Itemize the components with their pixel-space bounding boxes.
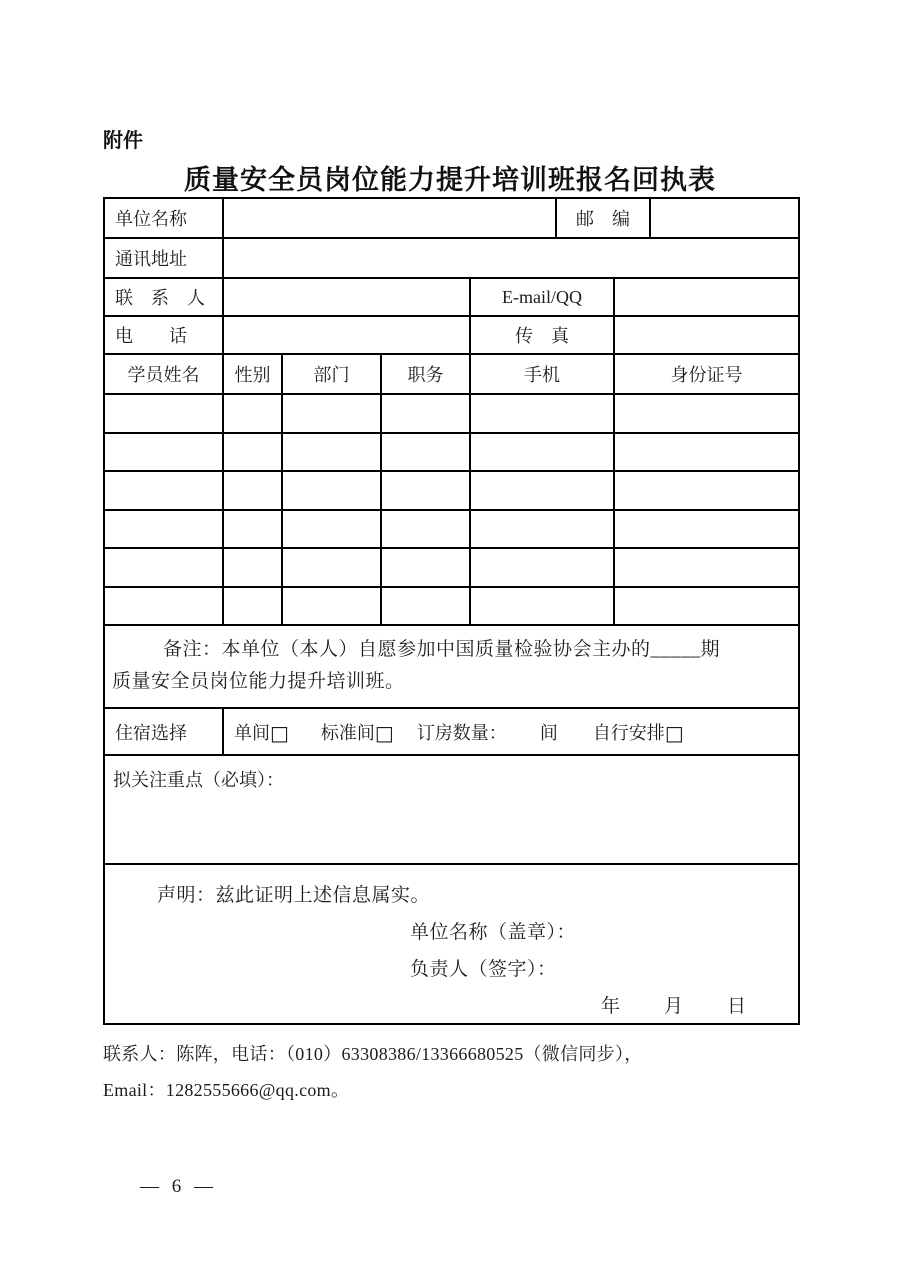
student-cell [224, 395, 283, 434]
student-row [105, 395, 800, 434]
student-cell [382, 472, 471, 511]
student-cell [224, 511, 283, 550]
student-cell [105, 588, 224, 627]
id-number-header: 身份证号 [615, 355, 800, 395]
registration-form-table [103, 197, 800, 1025]
unit-seal-label: 单位名称（盖章）： [410, 922, 577, 943]
unit-name-value-cell [224, 199, 557, 239]
self-arrange-option [593, 719, 684, 745]
student-cell [283, 434, 382, 473]
student-cell [105, 434, 224, 473]
standard-room-checkbox-icon: □ [374, 720, 394, 745]
student-cell [283, 588, 382, 627]
booking-qty-label: 订房数量： [416, 722, 507, 743]
student-cell [283, 511, 382, 550]
student-cell [224, 434, 283, 473]
student-cell [471, 549, 615, 588]
address-label: 通讯地址 [105, 239, 224, 279]
remark-row [105, 626, 800, 709]
student-cell [615, 511, 800, 550]
student-cell [471, 434, 615, 473]
attachment-label: 附件 [103, 130, 143, 152]
remark-line1: 备注：本单位（本人）自愿参加中国质量检验协会主办的_____期 [163, 639, 721, 660]
student-cell [283, 395, 382, 434]
accommodation-options [224, 709, 800, 756]
student-row [105, 472, 800, 511]
remark-line2: 质量安全员岗位能力提升培训班。 [112, 671, 405, 692]
declaration-cell [105, 865, 800, 1025]
unit-name-row [105, 199, 800, 239]
student-cell [382, 588, 471, 627]
postal-code-label: 邮 编 [557, 199, 651, 239]
student-cell [471, 395, 615, 434]
page-title: 质量安全员岗位能力提升培训班报名回执表 [184, 165, 716, 195]
student-cell [283, 549, 382, 588]
declaration-row [105, 865, 800, 1025]
student-cell [105, 472, 224, 511]
student-cell [105, 511, 224, 550]
student-cell [471, 588, 615, 627]
fax-label: 传 真 [471, 317, 615, 355]
focus-label: 拟关注重点（必填）： [113, 770, 284, 790]
signer-label: 负责人（签字）： [410, 959, 557, 980]
position-header: 职务 [382, 355, 471, 395]
student-cell [471, 472, 615, 511]
declaration-statement: 声明：兹此证明上述信息属实。 [157, 885, 431, 906]
email-qq-value-cell [615, 279, 800, 317]
standard-room-label: 标准间 [320, 722, 375, 743]
gender-header: 性别 [224, 355, 283, 395]
student-row [105, 588, 800, 627]
student-cell [382, 434, 471, 473]
student-empty-rows [105, 395, 800, 626]
single-room-option [234, 719, 289, 745]
student-cell [471, 511, 615, 550]
footer-line1: 联系人：陈阵，电话：（010）63308386/13366680525（微信同步）， [103, 1044, 643, 1064]
postal-code-value-cell [651, 199, 800, 239]
single-room-label: 单间 [234, 722, 270, 743]
accommodation-row [105, 709, 800, 756]
student-cell [615, 588, 800, 627]
address-value-cell [224, 239, 800, 279]
focus-row [105, 756, 800, 865]
remark-cell [105, 626, 800, 709]
date-line: 年 月 日 [600, 996, 748, 1017]
student-cell [224, 472, 283, 511]
email-qq-label: E-mail/QQ [471, 279, 615, 317]
footer-line2: Email：1282555666@qq.com。 [103, 1080, 350, 1100]
self-arrange-checkbox-icon: □ [664, 720, 684, 745]
student-row [105, 434, 800, 473]
student-cell [382, 511, 471, 550]
phone-label: 电 话 [105, 317, 224, 355]
room-unit-label: 间 [539, 722, 558, 743]
department-header: 部门 [283, 355, 382, 395]
mobile-header: 手机 [471, 355, 615, 395]
student-cell [382, 549, 471, 588]
self-arrange-label: 自行安排 [592, 722, 665, 743]
student-cell [283, 472, 382, 511]
page-number: — 6 — [140, 1176, 213, 1197]
student-cell [615, 549, 800, 588]
single-room-checkbox-icon: □ [270, 720, 289, 745]
phone-row [105, 317, 800, 355]
student-cell [615, 472, 800, 511]
student-row [105, 549, 800, 588]
focus-cell [105, 756, 800, 865]
contact-person-label: 联 系 人 [105, 279, 224, 317]
student-cell [105, 549, 224, 588]
contact-person-value-cell [224, 279, 471, 317]
standard-room-option [321, 719, 394, 745]
unit-name-label: 单位名称 [105, 199, 224, 239]
student-cell [224, 588, 283, 627]
phone-value-cell [224, 317, 471, 355]
address-row [105, 239, 800, 279]
contact-footer [103, 1036, 823, 1108]
accommodation-label: 住宿选择 [105, 709, 224, 756]
student-cell [615, 395, 800, 434]
student-cell [615, 434, 800, 473]
student-cell [224, 549, 283, 588]
student-name-header: 学员姓名 [105, 355, 224, 395]
fax-value-cell [615, 317, 800, 355]
student-row [105, 511, 800, 550]
student-cell [382, 395, 471, 434]
student-header-row [105, 355, 800, 395]
contact-row [105, 279, 800, 317]
student-cell [105, 395, 224, 434]
